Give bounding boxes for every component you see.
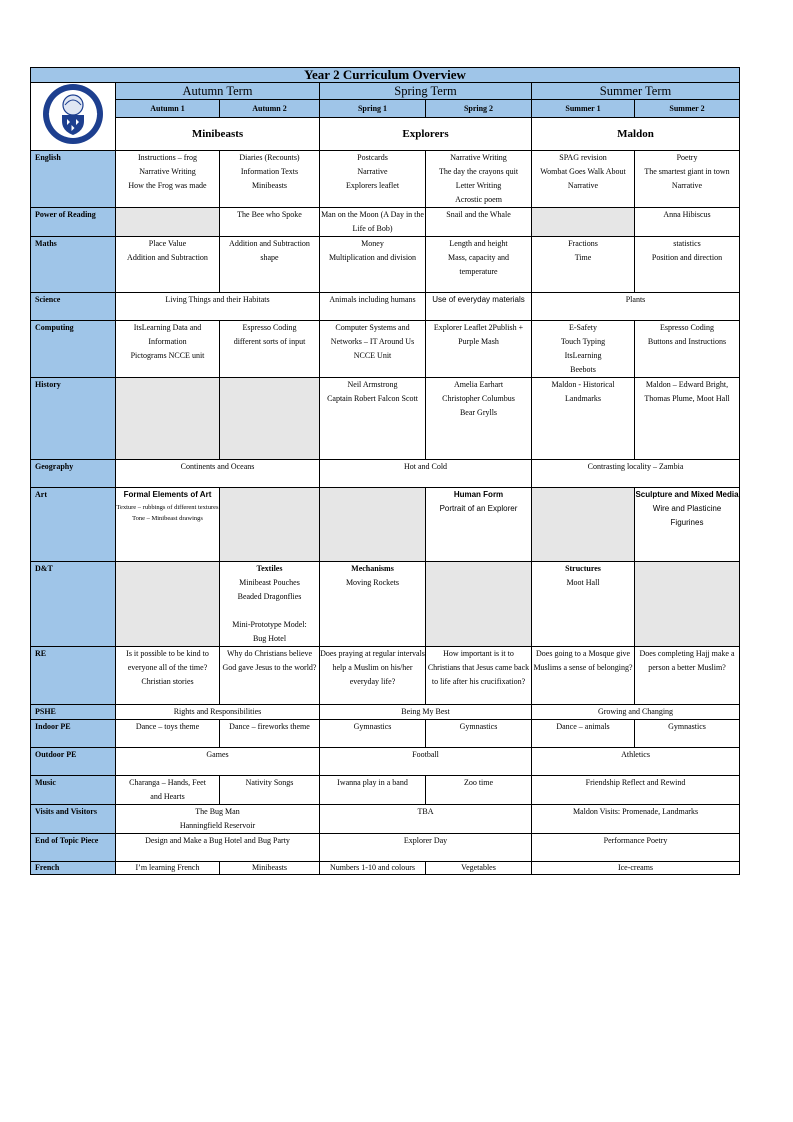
logo-cell — [31, 83, 116, 151]
visits-spring: TBA — [320, 805, 532, 834]
dt-spring-2 — [426, 562, 532, 647]
maths-spring-2: Length and height Mass, capacity and temperature — [426, 237, 532, 293]
art-spring-2-heading: Human Form — [453, 490, 504, 499]
french-spring-1: Numbers 1-10 and colours — [320, 862, 426, 875]
art-autumn-1-heading: Formal Elements of Art — [123, 490, 212, 499]
row-label-maths: Maths — [31, 237, 116, 293]
indoor-pe-spring-1: Gymnastics — [320, 720, 426, 748]
reading-summer-2: Anna Hibiscus — [635, 208, 740, 237]
pshe-summer: Growing and Changing — [532, 705, 740, 720]
row-label-geography: Geography — [31, 460, 116, 488]
term-summer: Summer Term — [532, 83, 740, 100]
reading-summer-1 — [532, 208, 635, 237]
re-spring-2: How important is it to Christians that Jesus came back to life after his crucifixation? — [426, 647, 532, 705]
history-autumn-1 — [116, 378, 220, 460]
computing-summer-1: E-Safety Touch Typing ItsLearning Beebots — [532, 321, 635, 378]
history-spring-1: Neil Armstrong Captain Robert Falcon Scott — [320, 378, 426, 460]
art-autumn-1: Formal Elements of Art Texture – rubbings of different textures Tone – Minibeast drawings — [116, 488, 220, 562]
maths-autumn-2: Addition and Subtraction shape — [220, 237, 320, 293]
maths-summer-2: statistics Position and direction — [635, 237, 740, 293]
half-term-autumn-1: Autumn 1 — [116, 100, 220, 118]
art-summer-2: Sculpture and Mixed Media Wire and Plasticine Figurines — [635, 488, 740, 562]
english-spring-2: Narrative Writing The day the crayons quit Letter Writing Acrostic poem — [426, 151, 532, 208]
dt-autumn-2-heading: Textiles — [256, 564, 283, 573]
re-spring-1: Does praying at regular intervals help a Muslim on his/her everyday life? — [320, 647, 426, 705]
dt-autumn-2: Textiles Minibeast Pouches Beaded Dragonflies Mini-Prototype Model: Bug Hotel — [220, 562, 320, 647]
computing-spring-1: Computer Systems and Networks – IT Around Us NCCE Unit — [320, 321, 426, 378]
dt-summer-1-heading: Structures — [565, 564, 601, 573]
music-summer: Friendship Reflect and Rewind — [532, 776, 740, 805]
re-summer-1: Does going to a Mosque give Muslims a sense of belonging? — [532, 647, 635, 705]
outdoor-pe-spring: Football — [320, 748, 532, 776]
dt-spring-1: Mechanisms Moving Rockets — [320, 562, 426, 647]
science-summer: Plants — [532, 293, 740, 321]
indoor-pe-summer-2: Gymnastics — [635, 720, 740, 748]
re-summer-2: Does completing Hajj make a person a better Muslim? — [635, 647, 740, 705]
outdoor-pe-summer: Athletics — [532, 748, 740, 776]
french-autumn-1: I’m learning French — [116, 862, 220, 875]
pshe-autumn: Rights and Responsibilities — [116, 705, 320, 720]
dt-autumn-1 — [116, 562, 220, 647]
english-summer-2: Poetry The smartest giant in town Narrative — [635, 151, 740, 208]
pshe-spring: Being My Best — [320, 705, 532, 720]
english-spring-1: Postcards Narrative Explorers leaflet — [320, 151, 426, 208]
french-summer: Ice-creams — [532, 862, 740, 875]
reading-autumn-1 — [116, 208, 220, 237]
indoor-pe-autumn-2: Dance – fireworks theme — [220, 720, 320, 748]
geography-summer: Contrasting locality – Zambia — [532, 460, 740, 488]
visits-autumn: The Bug Man Hanningfield Reservoir — [116, 805, 320, 834]
science-spring-2: Use of everyday materials — [426, 293, 532, 321]
history-spring-2: Amelia Earhart Christopher Columbus Bear Grylls — [426, 378, 532, 460]
geography-spring: Hot and Cold — [320, 460, 532, 488]
french-spring-2: Vegetables — [426, 862, 532, 875]
maths-summer-1: Fractions Time — [532, 237, 635, 293]
end-topic-summer: Performance Poetry — [532, 834, 740, 862]
computing-spring-2: Explorer Leaflet 2Publish + Purple Mash — [426, 321, 532, 378]
row-label-end-of-topic: End of Topic Piece — [31, 834, 116, 862]
computing-autumn-2: Espresso Coding different sorts of input — [220, 321, 320, 378]
english-autumn-1: Instructions – frog Narrative Writing How the Frog was made — [116, 151, 220, 208]
computing-autumn-1: ItsLearning Data and Information Pictograms NCCE unit — [116, 321, 220, 378]
music-autumn-1: Charanga – Hands, Feet and Hearts — [116, 776, 220, 805]
row-label-visits: Visits and Visitors — [31, 805, 116, 834]
indoor-pe-autumn-1: Dance – toys theme — [116, 720, 220, 748]
maths-spring-1: Money Multiplication and division — [320, 237, 426, 293]
row-label-power-of-reading: Power of Reading — [31, 208, 116, 237]
half-term-summer-2: Summer 2 — [635, 100, 740, 118]
curriculum-table — [30, 67, 740, 875]
topic-autumn: Minibeasts — [116, 118, 320, 151]
music-spring-1: Iwanna play in a band — [320, 776, 426, 805]
half-term-summer-1: Summer 1 — [532, 100, 635, 118]
reading-autumn-2: The Bee who Spoke — [220, 208, 320, 237]
topic-summer: Maldon — [532, 118, 740, 151]
page-title: Year 2 Curriculum Overview — [31, 68, 740, 83]
visits-summer: Maldon Visits: Promenade, Landmarks — [532, 805, 740, 834]
row-label-indoor-pe: Indoor PE — [31, 720, 116, 748]
row-label-history: History — [31, 378, 116, 460]
end-topic-spring: Explorer Day — [320, 834, 532, 862]
art-summer-1 — [532, 488, 635, 562]
row-label-english: English — [31, 151, 116, 208]
reading-spring-2: Snail and the Whale — [426, 208, 532, 237]
term-autumn: Autumn Term — [116, 83, 320, 100]
science-spring-1: Animals including humans — [320, 293, 426, 321]
french-autumn-2: Minibeasts — [220, 862, 320, 875]
row-label-re: RE — [31, 647, 116, 705]
row-label-music: Music — [31, 776, 116, 805]
end-topic-autumn: Design and Make a Bug Hotel and Bug Party — [116, 834, 320, 862]
music-spring-2: Zoo time — [426, 776, 532, 805]
history-autumn-2 — [220, 378, 320, 460]
outdoor-pe-autumn: Games — [116, 748, 320, 776]
science-autumn: Living Things and their Habitats — [116, 293, 320, 321]
half-term-autumn-2: Autumn 2 — [220, 100, 320, 118]
row-label-dt: D&T — [31, 562, 116, 647]
dt-spring-1-heading: Mechanisms — [351, 564, 394, 573]
art-autumn-2 — [220, 488, 320, 562]
row-label-computing: Computing — [31, 321, 116, 378]
indoor-pe-spring-2: Gymnastics — [426, 720, 532, 748]
half-term-spring-2: Spring 2 — [426, 100, 532, 118]
english-autumn-2: Diaries (Recounts) Information Texts Minibeasts — [220, 151, 320, 208]
term-spring: Spring Term — [320, 83, 532, 100]
history-summer-2: Maldon – Edward Bright, Thomas Plume, Moot Hall — [635, 378, 740, 460]
re-autumn-1: Is it possible to be kind to everyone all of the time? Christian stories — [116, 647, 220, 705]
geography-autumn: Continents and Oceans — [116, 460, 320, 488]
school-crest-icon — [40, 83, 106, 145]
dt-summer-1: Structures Moot Hall — [532, 562, 635, 647]
row-label-outdoor-pe: Outdoor PE — [31, 748, 116, 776]
row-label-french: French — [31, 862, 116, 875]
dt-summer-2 — [635, 562, 740, 647]
row-label-art: Art — [31, 488, 116, 562]
art-spring-1 — [320, 488, 426, 562]
english-summer-1: SPAG revision Wombat Goes Walk About Narrative — [532, 151, 635, 208]
indoor-pe-summer-1: Dance – animals — [532, 720, 635, 748]
topic-spring: Explorers — [320, 118, 532, 151]
re-autumn-2: Why do Christians believe God gave Jesus to the world? — [220, 647, 320, 705]
computing-summer-2: Espresso Coding Buttons and Instructions — [635, 321, 740, 378]
reading-spring-1: Man on the Moon (A Day in the Life of Bob) — [320, 208, 426, 237]
art-summer-2-heading: Sculpture and Mixed Media — [635, 490, 739, 499]
maths-autumn-1: Place Value Addition and Subtraction — [116, 237, 220, 293]
row-label-science: Science — [31, 293, 116, 321]
music-autumn-2: Nativity Songs — [220, 776, 320, 805]
row-label-pshe: PSHE — [31, 705, 116, 720]
half-term-spring-1: Spring 1 — [320, 100, 426, 118]
history-summer-1: Maldon - Historical Landmarks — [532, 378, 635, 460]
art-spring-2: Human Form Portrait of an Explorer — [426, 488, 532, 562]
